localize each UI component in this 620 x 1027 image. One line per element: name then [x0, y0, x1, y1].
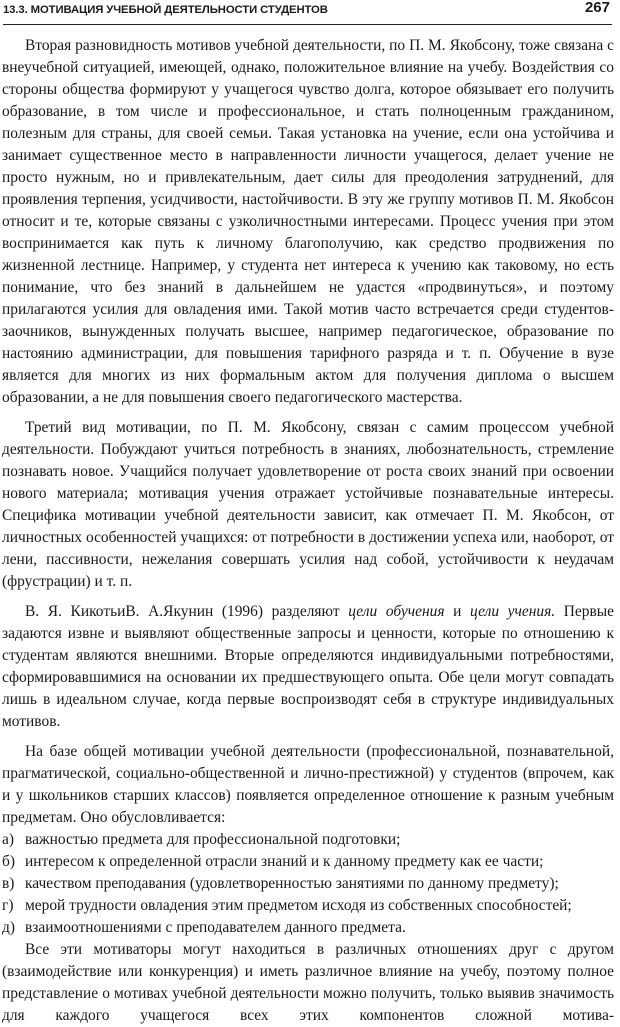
term-learning-goals: цели обучения	[348, 603, 445, 620]
list-item	[2, 829, 614, 851]
term-study-goals: цели учения.	[470, 603, 556, 620]
conditions-list	[2, 829, 614, 939]
list-item-text: мерой трудности овладения этим предметом исходя из собственных способностей;	[25, 897, 572, 914]
paragraph-3	[2, 601, 614, 733]
list-item	[2, 873, 614, 895]
paragraph-3-and: и	[444, 603, 471, 620]
list-item-text: качеством преподавания (удовлетворенностью занятиями по данному предмету);	[25, 875, 559, 892]
paragraph-3-start: В. Я. КикотьиВ. А.Якунин (1996) разделяют	[25, 603, 349, 620]
paragraph-1: Вторая разновидность мотивов учебной деятельности, по П. М. Якобсону, тоже связана с внеучебной ситуацией, имеющей, однако, положительное влияние на учебу. Воздействия со стороны общества формируют у учащегося чувство долга, которое обязывает его получить образование, в том числе и профессиональное, и стать полноценным гражданином, полезным для страны, для своей семьи. Такая установка на учение, если она устойчива и занимает существенное место в направленности личности учащегося, делает учение не просто нужным, но и привлекательным, дает силы для преодоления затруднений, для проявления терпения, усидчивости, настойчивости. В эту же группу мотивов П. М. Якобсон относит и те, которые связаны с узколичностными интересами. Процесс учения при этом воспринимается как путь к личному благополучию, как средство продвижения по жизненной лестнице. Например, у студента нет интереса к учению как таковому, но есть понимание, что без знаний в дальнейшем не удастся «продвинуться», и поэтому прилагаются усилия для овладения ими. Такой мотив часто встречается среди студентов-заочников, вынужденных получать высшее, например педагогическое, образование по настоянию администрации, для повышения тарифного разряда и т. п. Обучение в вузе является для многих из них формальным актом для получения диплома о высшем образовании, а не для повышения своего педагогического мастерства.	[2, 37, 614, 406]
list-item-label: г)	[2, 897, 14, 914]
paragraph-5: Все эти мотиваторы могут находиться в различных отношениях друг с другом (взаимодействие или конкуренция) и иметь различное влияние на учебу, поэтому полное представление о мотивах учебной деятельности можно получить, только выявив значимость для каждого учащегося всех этих компонентов сложной мотива-	[2, 941, 614, 1024]
section-title: 13.3. МОТИВАЦИЯ УЧЕБНОЙ ДЕЯТЕЛЬНОСТИ СТУДЕНТОВ	[3, 4, 328, 16]
list-item-label: в)	[2, 875, 15, 892]
list-item-label: д)	[2, 919, 15, 936]
paragraph-3-end: Первые задаются извне и выявляют общественные запросы и ценности, которые по отношению к студентам являются внешними. Вторые определяются индивидуальными потребностями, сформировавшимися на основании их предшествующего опыта. Обе цели могут совпадать лишь в идеальном случае, когда первые воспроизводят себя в структуре индивидуальных мотивов.	[2, 603, 615, 730]
running-header	[3, 0, 612, 25]
list-item-text: взаимоотношениями с преподавателем данного предмета.	[25, 919, 406, 936]
page-number: 267	[584, 0, 610, 16]
list-item	[2, 917, 614, 939]
list-item-label: б)	[2, 853, 15, 870]
list-item-text: интересом к определенной отрасли знаний и к данному предмету как ее части;	[25, 853, 544, 870]
list-item	[2, 851, 614, 873]
paragraph-4: На базе общей мотивации учебной деятельности (профессиональной, познавательной, прагматической, социально-общественной и лично-престижной) у студентов (впрочем, как и у школьников старших классов) появляется определенное отношение к разным учебным предметам. Оно обусловливается:	[2, 743, 614, 826]
page-body	[2, 35, 614, 1027]
list-item	[2, 895, 614, 917]
list-item-label: а)	[2, 831, 14, 848]
paragraph-2: Третий вид мотивации, по П. М. Якобсону, связан с самим процессом учебной деятельности. Побуждают учиться потребность в знаниях, любознательность, стремление познавать новое. Учащийся получает удовлетворение от роста своих знаний при освоении нового материала; мотивация учения отражает устойчивые познавательные интересы. Специфика мотивации учебной деятельности зависит, как отмечает П. М. Якобсон, от личностных особенностей учащихся: от потребности в достижении успеха или, наоборот, от лени, пассивности, нежелания совершать усилия над собой, устойчивости к неудачам (фрустрации) и т. п.	[2, 419, 614, 590]
list-item-text: важностью предмета для профессиональной подготовки;	[25, 831, 401, 848]
